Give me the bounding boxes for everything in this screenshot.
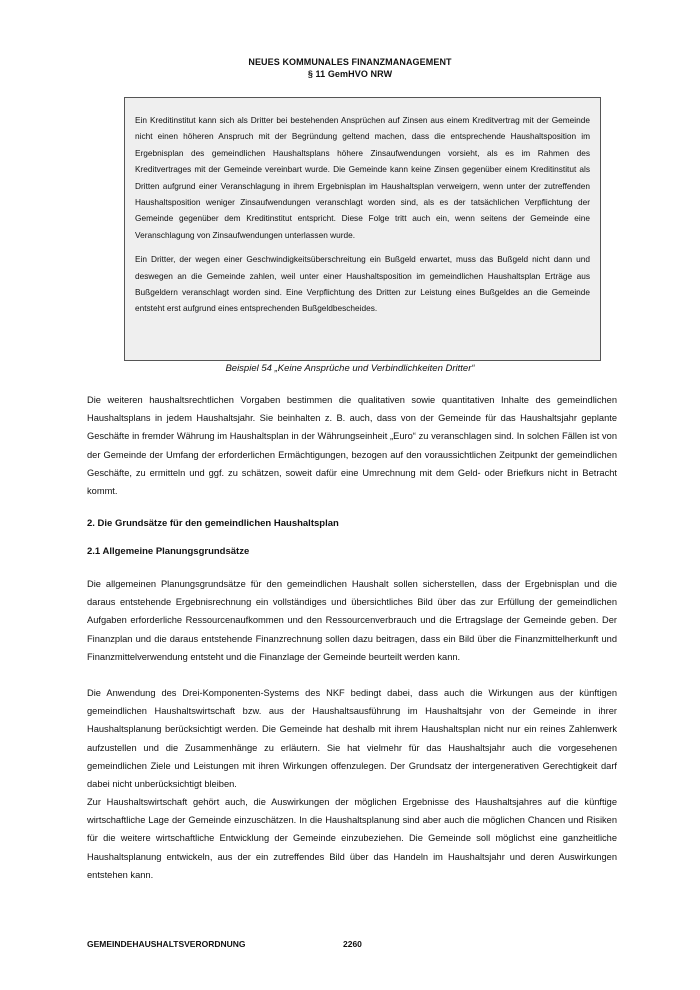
example-caption: Beispiel 54 „Keine Ansprüche und Verbindlichkeiten Dritter“ (225, 363, 475, 374)
body-paragraph-3: Zur Haushaltswirtschaft gehört auch, die Auswirkungen der möglichen Ergebnisse des Haushaltsjahres auf die künftige wirtschaftliche Lage der Gemeinde einzuschätzen. In die Haushaltsplanung sind aber auch die möglichen Chancen und Risiken für die weitere wirtschaftliche Entwicklung der Gemeinde einzubeziehen. Die Gemeinde soll möglichst eine ganzheitliche Haushaltsplanung entwickeln, aus der ein zutreffendes Bild über das Handeln im Haushaltsjahr und deren Auswirkungen entstehen kann. (87, 797, 617, 880)
example-box (124, 97, 601, 361)
section-heading: 2. Die Grundsätze für den gemeindlichen Haushaltsplan (87, 518, 339, 529)
header-section: § 11 GemHVO NRW (307, 69, 393, 79)
footer-title: GEMEINDEHAUSHALTSVERORDNUNG (87, 939, 246, 949)
body-paragraph-1: Die allgemeinen Planungsgrundsätze für den gemeindlichen Haushalt sollen sicherstellen, dass der Ergebnisplan und die daraus entstehende Ergebnisrechnung ein vollständiges und übersichtliches Bild über das zur Erfüllung der gemeindlichen Aufgaben erforderliche Ressourcenaufkommen und den Ressourcenverbrauch und die Ertragslage der Gemeinde geben. Der Finanzplan und die daraus entstehende Finanzrechnung sollen dazu beitragen, dass ein Bild über die Finanzmittelherkunft und Finanzmittelverwendung entsteht und die Finanzlage der Gemeinde beurteilt werden kann. (87, 579, 617, 662)
example-paragraph-1: Ein Kreditinstitut kann sich als Dritter bei bestehenden Ansprüchen auf Zinsen aus einem Kreditvertrag mit der Gemeinde nicht einen höheren Anspruch mit der Begründung geltend machen, dass die entsprechende Haushaltsposition im Ergebnisplan des gemeindlichen Haushaltsplans höhere Zinsaufwendungen vorsieht, als es im Rahmen des Kreditvertrages mit der Gemeinde vereinbart wurde. Die Gemeinde kann keine Zinsen gegenüber einem Kreditinstitut als Dritten aufgrund einer Veranschlagung in ihrem Ergebnisplan im Haushaltsplan verweigern, wenn unter der zutreffenden Haushaltsposition weniger Zinsaufwendungen veranschlagt worden sind, als es der tatsächlichen Verpflichtung der Gemeinde gegenüber dem Kreditinstitut entspricht. Diese Folge tritt auch ein, wenn seitens der Gemeinde eine Veranschlagung von Zinsaufwendungen unterlassen wurde. (135, 115, 590, 240)
intro-paragraph: Die weiteren haushaltsrechtlichen Vorgaben bestimmen die qualitativen sowie quantitativen Inhalte des gemeindlichen Haushaltsplans in jedem Haushaltsjahr. Sie beinhalten z. B. auch, dass von der Gemeinde für das Haushaltsjahr geplante Geschäfte in fremder Währung im Haushaltsplan in der Währungseinheit „Euro“ zu veranschlagen sind. In solchen Fällen ist von der Gemeinde der Umfang der erforderlichen Ermächtigungen, bezogen auf den voraussichtlichen Zeitpunkt der gemeindlichen Geschäfte, zu ermitteln und ggf. zu schätzen, soweit dafür eine Umrechnung mit dem Geld- oder Briefkurs nicht in Betracht kommt. (87, 395, 617, 497)
footer-page-number: 2260 (343, 939, 362, 949)
header-title: NEUES KOMMUNALES FINANZMANAGEMENT (248, 57, 452, 67)
body-paragraph-2: Die Anwendung des Drei-Komponenten-Systems des NKF bedingt dabei, dass auch die Wirkungen aus der künftigen gemeindlichen Haushaltswirtschaft bzw. aus der Haushaltsausführung im Haushaltsjahr von der Gemeinde in ihrer Haushaltsplanung berücksichtigt werden. Die Gemeinde hat deshalb mit ihrem Haushaltsplan nicht nur ein reines Zahlenwerk aufzustellen und die Zusammenhänge zu erläutern. Sie hat vielmehr für das Haushaltsjahr auch die vorgesehenen gemeindlichen Ziele und Leistungen mit ihren Wirkungen offenzulegen. Der Grundsatz der intergenerativen Gerechtigkeit darf dabei nicht unberücksichtigt bleiben. (87, 688, 617, 790)
page-header (0, 56, 700, 80)
example-paragraph-2: Ein Dritter, der wegen einer Geschwindigkeitsüberschreitung ein Bußgeld erwartet, muss das Bußgeld nicht dann und deswegen an die Gemeinde zahlen, weil unter einer Haushaltsposition im gemeindlichen Haushaltsplan Erträge aus Bußgeldern veranschlagt worden sind. Eine Verpflichtung des Dritten zur Leistung eines Bußgeldes an die Gemeinde entsteht erst aufgrund eines entsprechenden Bußgeldbescheides. (135, 254, 590, 314)
subsection-heading: 2.1 Allgemeine Planungsgrundsätze (87, 546, 250, 557)
